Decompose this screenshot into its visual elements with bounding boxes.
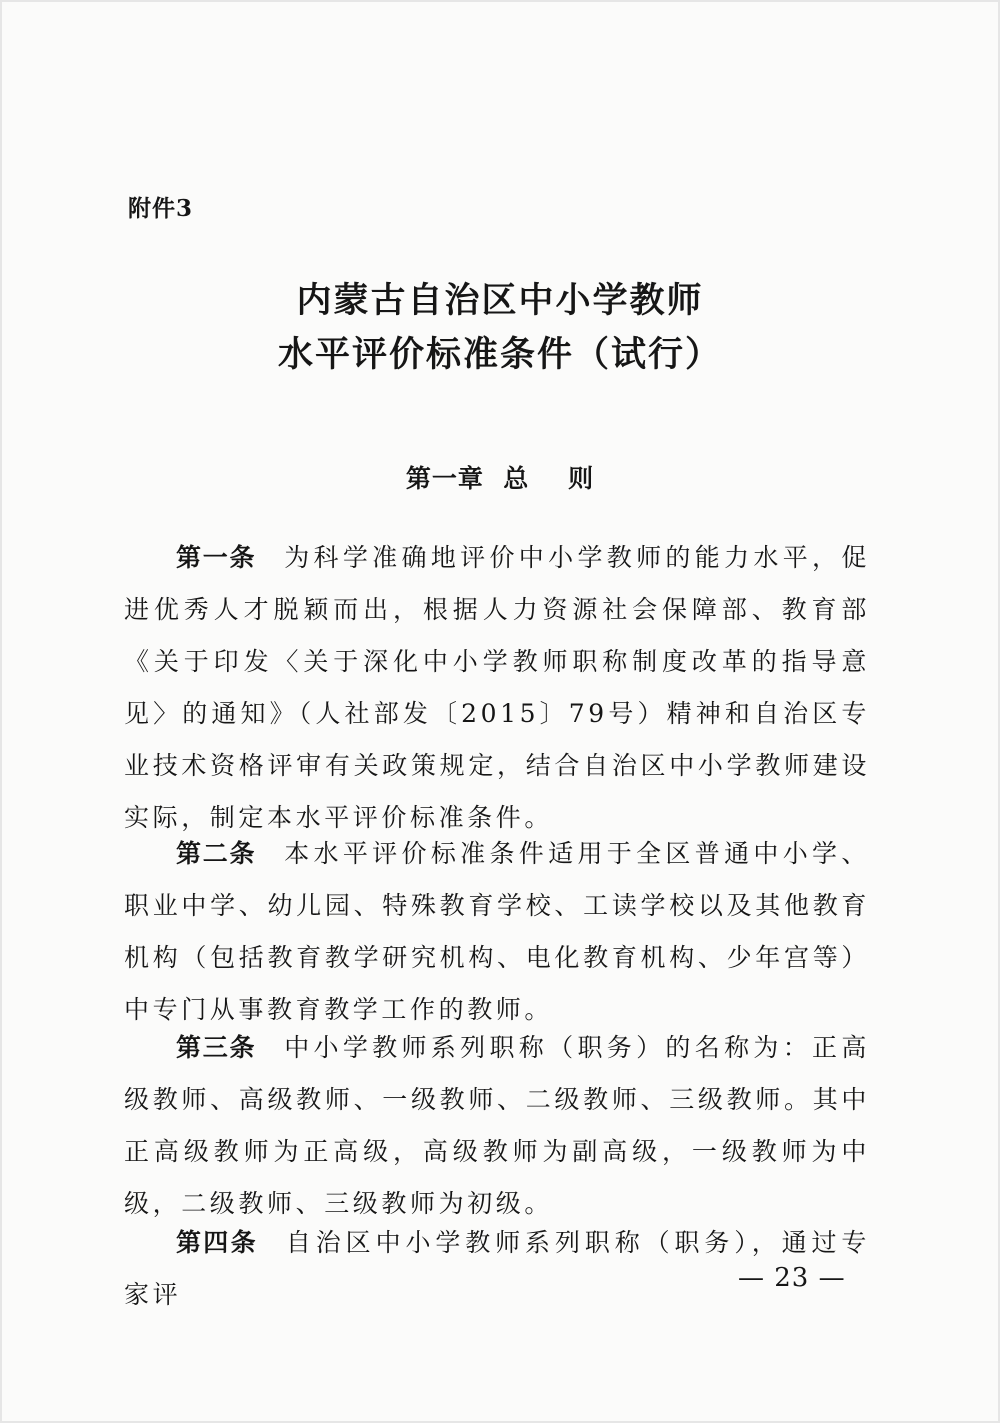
chapter-heading: 第一章 总 则: [405, 464, 595, 493]
article-2-text: 本水平评价标准条件适用于全区普通中小学、职业中学、幼儿园、特殊教育学校、工读学校以及其他教育机构（包括教育教学研究机构、电化教育机构、少年宫等）中专门从事教育教学工作的教师。: [124, 839, 870, 1024]
article-1: [124, 532, 870, 844]
article-2-label: 第二条: [176, 839, 257, 868]
article-1-text: 为科学准确地评价中小学教师的能力水平，促进优秀人才脱颖而出，根据人力资源社会保障部、教育部《关于印发〈关于深化中小学教师职称制度改革的指导意见〉的通知》（人社部发〔2015〕79号）精神和自治区专业技术资格评审有关政策规定，结合自治区中小学教师建设实际，制定本水平评价标准条件。: [124, 543, 870, 832]
article-3: [124, 1022, 870, 1230]
page-number: — 23 —: [738, 1263, 846, 1293]
document-title-line-1: 内蒙古自治区中小学教师: [296, 280, 704, 321]
article-1-label: 第一条: [176, 543, 257, 572]
article-4-text: 自治区中小学教师系列职称（职务），通过专家评: [124, 1228, 870, 1309]
article-3-text: 中小学教师系列职称（职务）的名称为：正高级教师、高级教师、一级教师、二级教师、三级教师。其中正高级教师为正高级，高级教师为副高级，一级教师为中级，二级教师、三级教师为初级。: [124, 1033, 870, 1218]
article-4-label: 第四条: [176, 1228, 258, 1257]
attachment-label: 附件3: [128, 195, 194, 222]
document-title-line-2: 水平评价标准条件（试行）: [277, 334, 722, 375]
article-3-label: 第三条: [176, 1033, 257, 1062]
article-2: [124, 828, 870, 1036]
